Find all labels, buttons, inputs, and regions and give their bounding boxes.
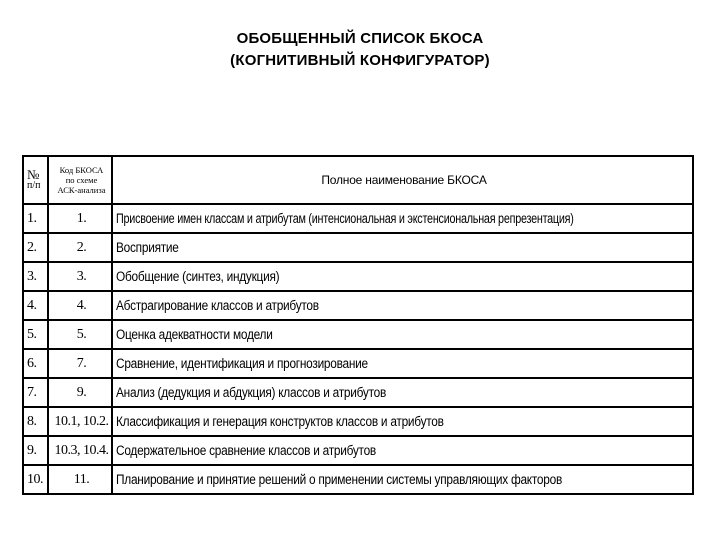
- row-code: 11.: [48, 465, 112, 494]
- page-title: ОБОБЩЕННЫЙ СПИСОК БКОСА: [236, 30, 484, 47]
- row-number: 4.: [23, 291, 48, 320]
- row-number: 10.: [23, 465, 48, 494]
- row-code: 4.: [48, 291, 112, 320]
- table-row: [23, 378, 693, 407]
- row-number: 5.: [23, 320, 48, 349]
- row-name: [112, 465, 693, 494]
- table-row: [23, 204, 693, 233]
- row-name-text: Планирование и принятие решений о применении системы управляющих факторов: [116, 472, 562, 487]
- row-name: [112, 436, 693, 465]
- row-name: [112, 407, 693, 436]
- row-number: 3.: [23, 262, 48, 291]
- header-code-line1: Код БКОСА: [59, 165, 104, 175]
- table-row: [23, 407, 693, 436]
- table-header-row: [23, 156, 693, 204]
- row-number: 9.: [23, 436, 48, 465]
- row-number: 1.: [23, 204, 48, 233]
- row-number: 2.: [23, 233, 48, 262]
- bkosa-table: [22, 155, 694, 495]
- row-name: [112, 291, 693, 320]
- row-name-text: Оценка адекватности модели: [116, 327, 273, 342]
- row-code: 1.: [48, 204, 112, 233]
- row-number: 8.: [23, 407, 48, 436]
- row-name-text: Восприятие: [116, 240, 179, 255]
- row-name-text: Присвоение имен классам и атрибутам (интенсиональная и экстенсиональная репрезентация): [116, 211, 574, 226]
- header-code-line2: по схеме: [65, 175, 98, 185]
- header-code-line3: АСК-анализа: [57, 185, 106, 195]
- row-code: 7.: [48, 349, 112, 378]
- row-name: [112, 262, 693, 291]
- row-name-text: Обобщение (синтез, индукция): [116, 269, 280, 284]
- row-name-text: Содержательное сравнение классов и атрибутов: [116, 443, 376, 458]
- row-name-text: Сравнение, идентификация и прогнозирование: [116, 356, 368, 371]
- table-row: [23, 262, 693, 291]
- header-number-sub: п/п: [27, 180, 41, 191]
- row-name: [112, 204, 693, 233]
- row-number: 7.: [23, 378, 48, 407]
- row-name: [112, 349, 693, 378]
- table-row: [23, 291, 693, 320]
- header-number: [23, 156, 48, 204]
- page-subtitle: (КОГНИТИВНЫЙ КОНФИГУРАТОР): [230, 52, 490, 69]
- table-row: [23, 436, 693, 465]
- row-name-text: Анализ (дедукция и абдукция) классов и атрибутов: [116, 385, 387, 400]
- table-row: [23, 349, 693, 378]
- row-code: 5.: [48, 320, 112, 349]
- row-code: 3.: [48, 262, 112, 291]
- row-name: [112, 320, 693, 349]
- row-code: 10.3, 10.4.: [48, 436, 112, 465]
- row-name-text: Классификация и генерация конструктов классов и атрибутов: [116, 414, 444, 429]
- table-row: [23, 465, 693, 494]
- row-code: 9.: [48, 378, 112, 407]
- row-code: 10.1, 10.2.: [48, 407, 112, 436]
- row-name: [112, 378, 693, 407]
- row-code: 2.: [48, 233, 112, 262]
- table-row: [23, 233, 693, 262]
- header-name: Полное наименование БКОСА: [112, 156, 693, 204]
- row-name-text: Абстрагирование классов и атрибутов: [116, 298, 319, 313]
- table-row: [23, 320, 693, 349]
- row-number: 6.: [23, 349, 48, 378]
- row-name: [112, 233, 693, 262]
- header-number-symbol: №: [27, 167, 40, 182]
- title-block: [0, 28, 720, 72]
- header-code: [48, 156, 112, 204]
